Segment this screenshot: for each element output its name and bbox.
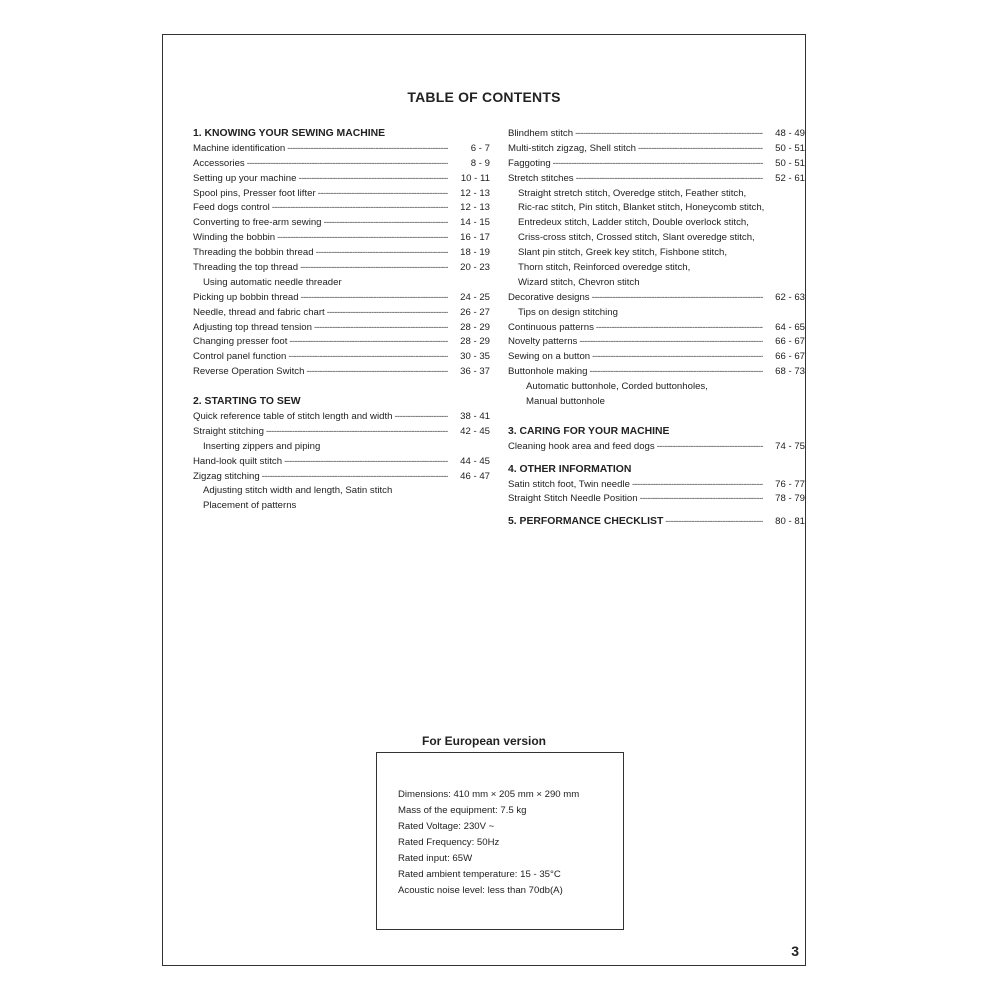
toc-entry: Continuous patterns ----- 64 - 65 <box>508 321 805 336</box>
toc-entry: Straight Stitch Needle Position ----- 78 - 79 <box>508 492 805 507</box>
toc-entry: Control panel function ----- 30 - 35 <box>193 350 490 365</box>
toc-entry: Winding the bobbin ----- 16 - 17 <box>193 231 490 246</box>
toc-right-column <box>508 127 805 530</box>
toc-entry: Decorative designs ----- 62 - 63 <box>508 291 805 306</box>
toc-subentry: Entredeux stitch, Ladder stitch, Double overlock stitch, <box>518 217 749 229</box>
toc-subentry: Adjusting stitch width and length, Satin stitch <box>203 485 393 497</box>
toc-subentry: Slant pin stitch, Greek key stitch, Fishbone stitch, <box>518 247 728 259</box>
toc-entry: Needle, thread and fabric chart ----- 26 - 27 <box>193 306 490 321</box>
toc-entry-performance: 5. PERFORMANCE CHECKLIST ----- 80 - 81 <box>508 515 805 530</box>
toc-subentry: Tips on design stitching <box>518 306 618 318</box>
toc-entry: Spool pins, Presser foot lifter ----- 12 - 13 <box>193 187 490 202</box>
toc-entry: Adjusting top thread tension ----- 28 - 29 <box>193 321 490 336</box>
toc-subentry: Manual buttonhole <box>526 396 605 408</box>
toc-entry: Quick reference table of stitch length and width ----- 38 - 41 <box>193 410 490 425</box>
toc-entry: Feed dogs control ----- 12 - 13 <box>193 201 490 216</box>
section-heading: 2. STARTING TO SEW <box>193 396 301 408</box>
toc-entry: Threading the bobbin thread ----- 18 - 19 <box>193 246 490 261</box>
spec-line: Acoustic noise level: less than 70db(A) <box>398 885 563 896</box>
spec-line: Rated ambient temperature: 15 - 35°C <box>398 869 561 880</box>
spec-line: Rated Frequency: 50Hz <box>398 837 500 848</box>
section-heading: 5. PERFORMANCE CHECKLIST <box>508 516 664 528</box>
spec-line: Rated Voltage: 230V ~ <box>398 821 495 832</box>
section-heading: 4. OTHER INFORMATION <box>508 463 632 475</box>
european-spec-box <box>376 752 624 930</box>
toc-entry: Novelty patterns ----- 66 - 67 <box>508 335 805 350</box>
toc-entry: Setting up your machine ----- 10 - 11 <box>193 172 490 187</box>
toc-entry: Hand-look quilt stitch ----- 44 - 45 <box>193 455 490 470</box>
toc-subentry: Using automatic needle threader <box>203 276 342 288</box>
toc-entry: Sewing on a button ----- 66 - 67 <box>508 350 805 365</box>
spec-line: Rated input: 65W <box>398 853 473 864</box>
page-title: TABLE OF CONTENTS <box>407 89 561 105</box>
toc-entry: Reverse Operation Switch ----- 36 - 37 <box>193 365 490 380</box>
toc-entry: Cleaning hook area and feed dogs ----- 74 - 75 <box>508 440 805 455</box>
toc-entry: Buttonhole making ----- 68 - 73 <box>508 365 805 380</box>
toc-left-column <box>193 127 490 514</box>
page-number: 3 <box>791 943 799 959</box>
toc-subentry: Thorn stitch, Reinforced overedge stitch, <box>518 262 691 274</box>
toc-entry: Converting to free-arm sewing ----- 14 - 15 <box>193 216 490 231</box>
toc-subentry: Wizard stitch, Chevron stitch <box>518 276 640 288</box>
toc-subentry: Ric-rac stitch, Pin stitch, Blanket stitch, Honeycomb stitch, <box>518 202 765 214</box>
toc-entry: Blindhem stitch ----- 48 - 49 <box>508 127 805 142</box>
toc-entry: Machine identification ----- 6 - 7 <box>193 142 490 157</box>
spec-line: Mass of the equipment: 7.5 kg <box>398 805 527 816</box>
toc-entry: Zigzag stitching ----- 46 - 47 <box>193 470 490 485</box>
toc-entry: Changing presser foot ----- 28 - 29 <box>193 335 490 350</box>
toc-entry: Satin stitch foot, Twin needle ----- 76 - 77 <box>508 478 805 493</box>
toc-subentry: Automatic buttonhole, Corded buttonholes, <box>526 381 708 393</box>
european-version-title: For European version <box>421 734 547 748</box>
toc-subentry: Criss-cross stitch, Crossed stitch, Slant overedge stitch, <box>518 232 755 244</box>
section-heading: 1. KNOWING YOUR SEWING MACHINE <box>193 128 386 139</box>
toc-entry: Stretch stitches ----- 52 - 61 <box>508 172 805 187</box>
toc-entry: Picking up bobbin thread ----- 24 - 25 <box>193 291 490 306</box>
toc-entry: Straight stitching ----- 42 - 45 <box>193 425 490 440</box>
section-heading: 3. CARING FOR YOUR MACHINE <box>508 425 670 437</box>
toc-subentry: Inserting zippers and piping <box>203 440 321 452</box>
manual-page <box>162 34 806 966</box>
toc-subentry: Placement of patterns <box>203 500 297 512</box>
toc-subentry: Straight stretch stitch, Overedge stitch, Feather stitch, <box>518 187 747 199</box>
toc-entry: Multi-stitch zigzag, Shell stitch ----- 50 - 51 <box>508 142 805 157</box>
toc-entry: Threading the top thread ----- 20 - 23 <box>193 261 490 276</box>
toc-entry: Faggoting ----- 50 - 51 <box>508 157 805 172</box>
toc-entry: Accessories ----- 8 - 9 <box>193 157 490 172</box>
spec-line: Dimensions: 410 mm × 205 mm × 290 mm <box>398 789 580 800</box>
